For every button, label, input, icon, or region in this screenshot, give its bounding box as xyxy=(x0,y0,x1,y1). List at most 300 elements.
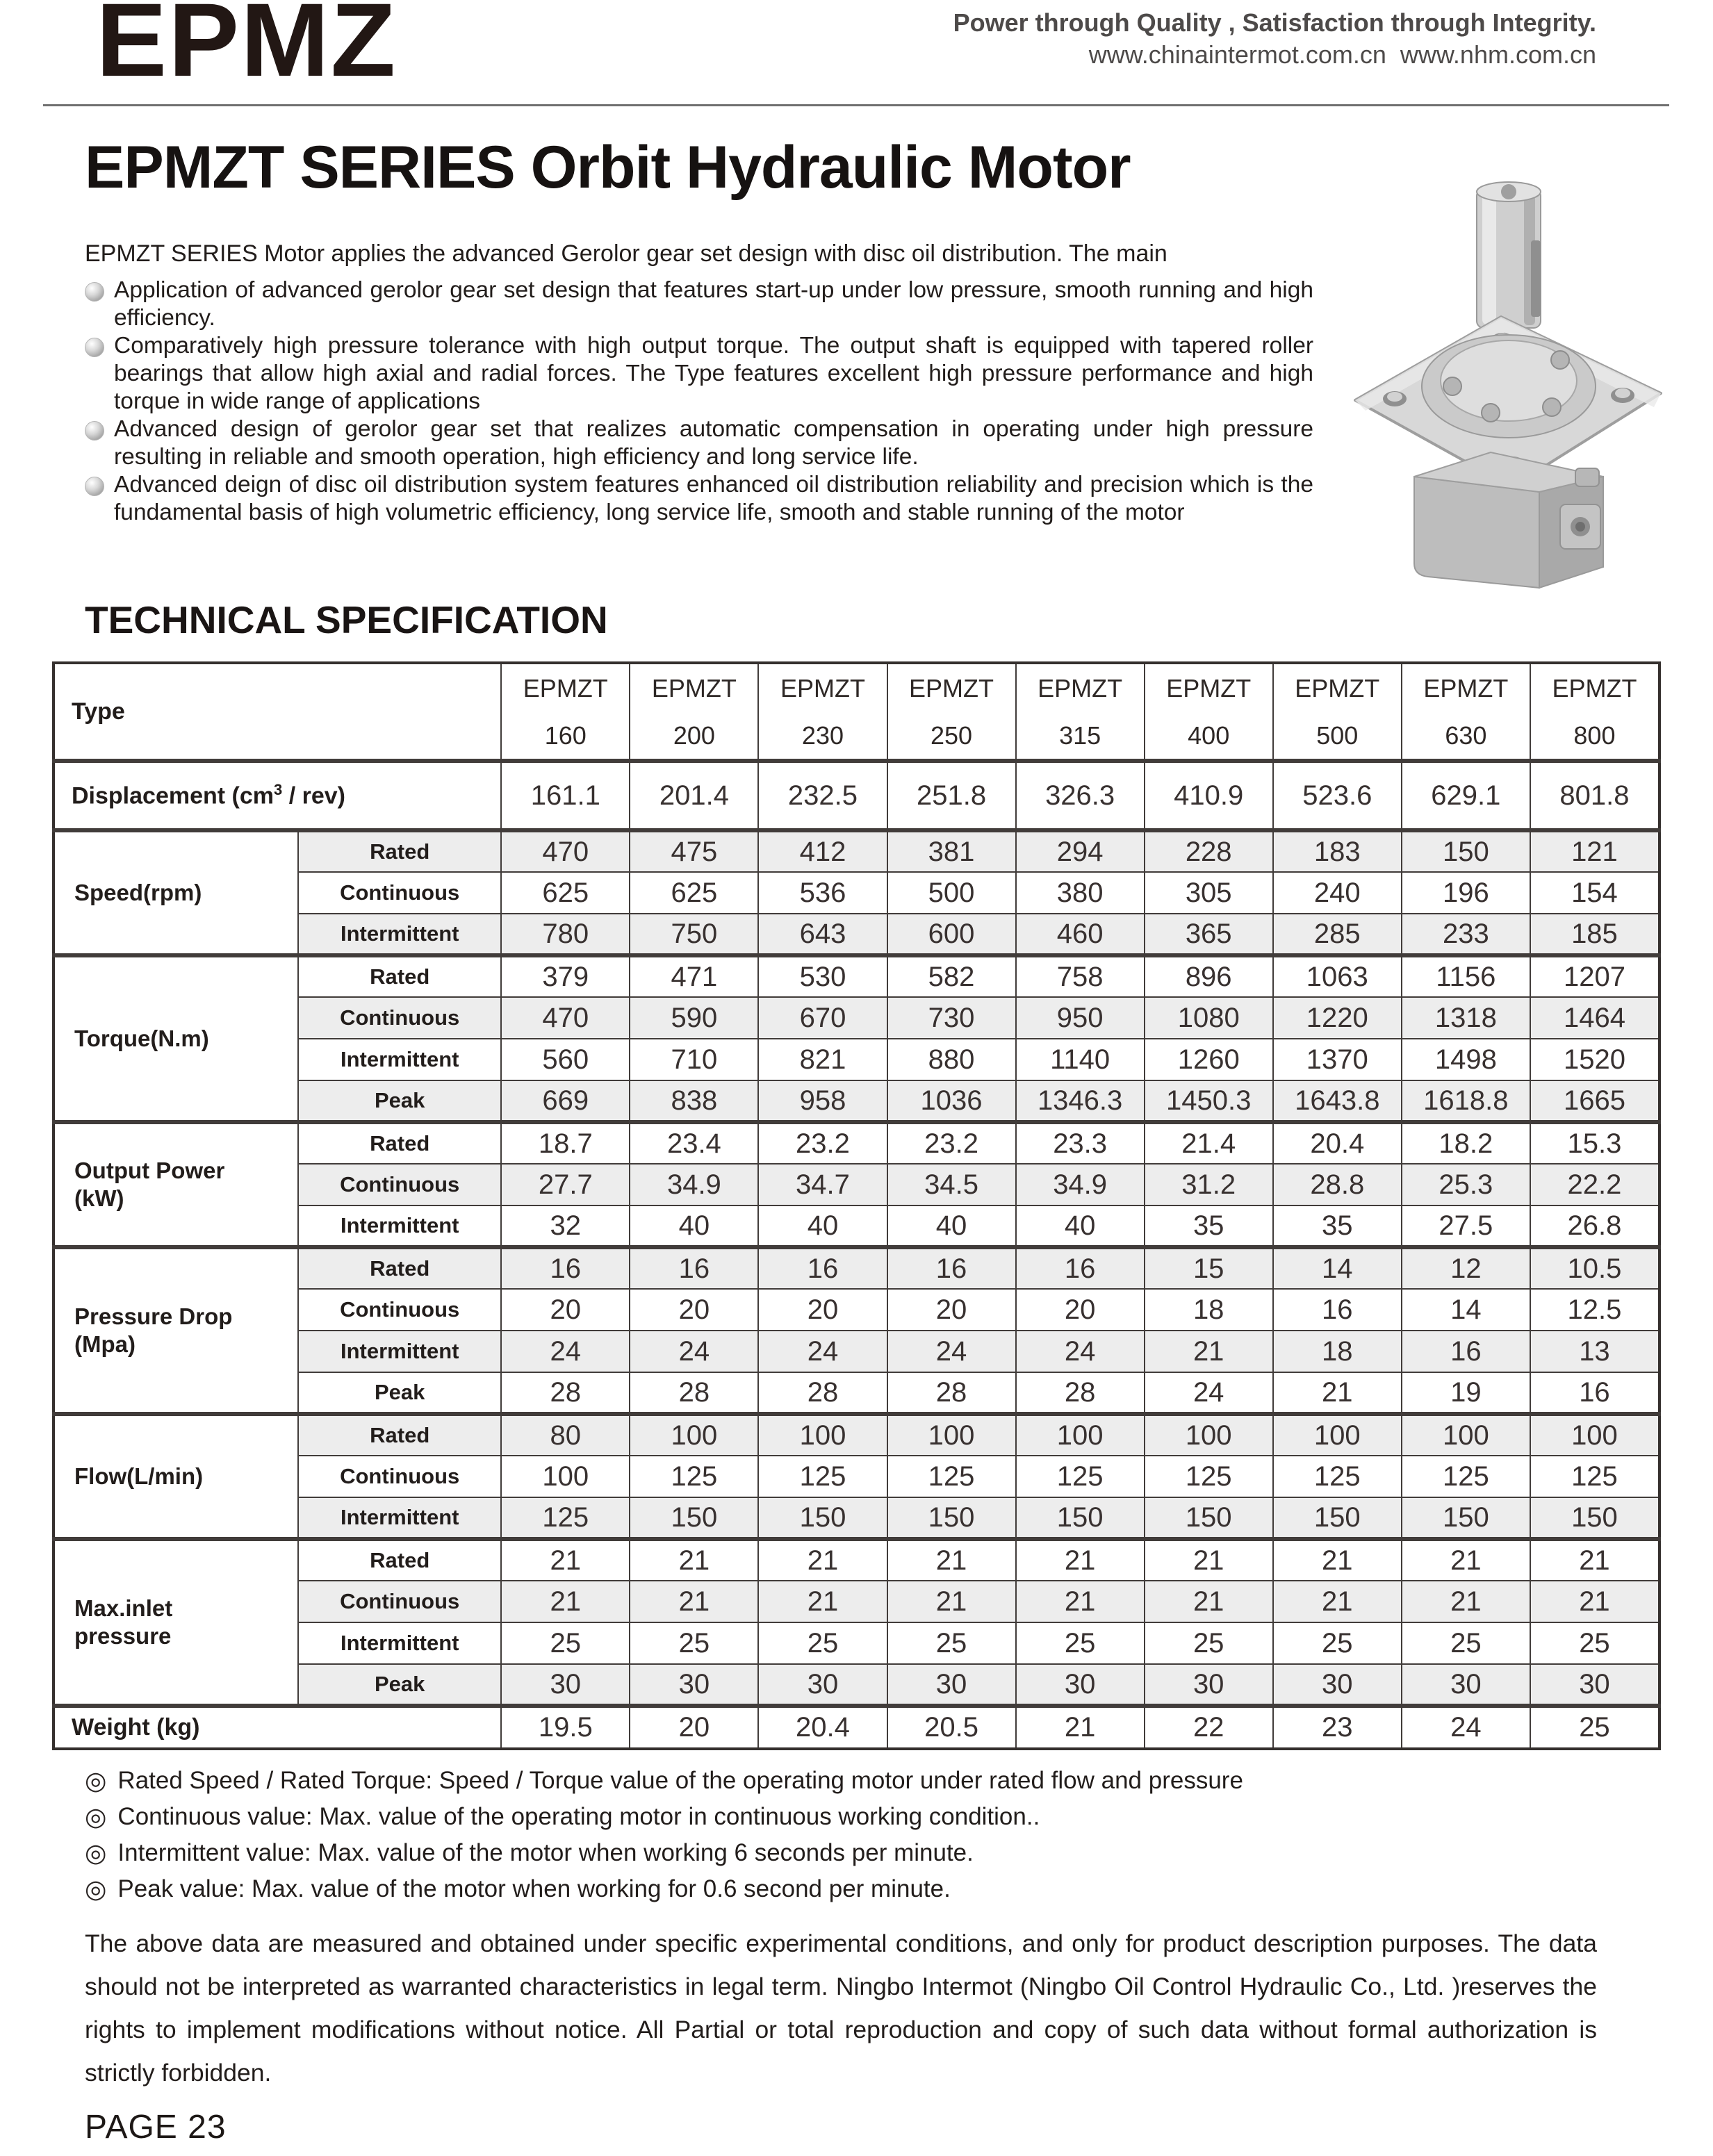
spec-value-cell: 30 xyxy=(1016,1664,1145,1706)
spec-value-cell: 21 xyxy=(758,1581,887,1622)
spec-value-cell: 1220 xyxy=(1273,997,1402,1039)
row-type-label-cell: Continuous xyxy=(298,872,501,914)
spec-value-cell: 13 xyxy=(1530,1331,1659,1372)
model-header-cell xyxy=(1402,663,1530,761)
category-label-cell xyxy=(54,1247,298,1414)
spec-value-cell: 625 xyxy=(501,872,630,914)
spec-value-cell: 780 xyxy=(501,914,630,955)
spec-value-cell: 100 xyxy=(1273,1414,1402,1456)
model-series-label: EPMZT xyxy=(1423,674,1509,702)
spec-value-cell: 12.5 xyxy=(1530,1289,1659,1331)
category-label-cell xyxy=(54,1414,298,1539)
spec-value-cell: 25 xyxy=(887,1622,1016,1664)
spec-value-cell: 500 xyxy=(887,872,1016,914)
feature-text: Comparatively high pressure tolerance with high output torque. The output shaft is equipped with tapered roller bearings that allow high axial and radial forces. The Type features excellent high pressure performance and high torque in wide range of applications xyxy=(114,333,1313,414)
spec-value-cell: 590 xyxy=(630,997,758,1039)
spec-value-cell: 582 xyxy=(887,955,1016,997)
spec-value-cell: 821 xyxy=(758,1039,887,1080)
spec-value-cell: 125 xyxy=(758,1456,887,1497)
model-series-label: EPMZT xyxy=(523,674,608,702)
spec-value-cell: 380 xyxy=(1016,872,1145,914)
spec-value-cell: 21 xyxy=(630,1539,758,1581)
row-type-label-cell: Continuous xyxy=(298,1164,501,1205)
category-label-line: (Mpa) xyxy=(74,1331,136,1357)
spec-value-cell: 183 xyxy=(1273,830,1402,872)
notes-list xyxy=(85,1765,1607,1909)
category-label-line: Pressure Drop xyxy=(74,1303,233,1329)
spec-value-cell: 750 xyxy=(630,914,758,955)
spec-value-cell: 201.4 xyxy=(630,761,758,830)
spec-value-cell: 21.4 xyxy=(1145,1122,1273,1164)
note-item xyxy=(85,1873,1607,1909)
model-header-cell xyxy=(1145,663,1273,761)
disclaimer-text: The above data are measured and obtained under specific experimental conditions, and only for product description purposes. The data should not be interpreted as warranted characteristics in legal term. Ningbo Intermot (Ningbo Oil Control Hydraulic Co., Ltd. )reserves the rights to implement modifications without notice. All Partial or total reproduction and copy of such data without formal authorization is strictly forbidden. xyxy=(85,1929,1597,2087)
row-type-label-cell: Rated xyxy=(298,1247,501,1289)
spec-value-cell: 381 xyxy=(887,830,1016,872)
page-title: EPMZT SERIES Orbit Hydraulic Motor xyxy=(85,134,1131,201)
page-number: PAGE 23 xyxy=(85,2109,227,2146)
header-divider xyxy=(43,104,1669,106)
spec-value-cell: 21 xyxy=(1273,1372,1402,1414)
spec-value-cell: 150 xyxy=(1530,1497,1659,1539)
bullet-icon xyxy=(85,477,104,496)
spec-value-cell: 30 xyxy=(1145,1664,1273,1706)
spec-value-cell: 34.9 xyxy=(630,1164,758,1205)
spec-value-cell: 22 xyxy=(1145,1706,1273,1749)
spec-value-cell: 669 xyxy=(501,1080,630,1122)
spec-value-cell: 16 xyxy=(630,1247,758,1289)
spec-value-cell: 121 xyxy=(1530,830,1659,872)
spec-value-cell: 30 xyxy=(630,1664,758,1706)
spec-value-cell: 240 xyxy=(1273,872,1402,914)
spec-value-cell: 100 xyxy=(758,1414,887,1456)
spec-value-cell: 100 xyxy=(887,1414,1016,1456)
spec-value-cell: 1643.8 xyxy=(1273,1080,1402,1122)
spec-value-cell: 1063 xyxy=(1273,955,1402,997)
spec-value-cell: 24 xyxy=(1402,1706,1530,1749)
spec-value-cell: 80 xyxy=(501,1414,630,1456)
spec-value-cell: 22.2 xyxy=(1530,1164,1659,1205)
spec-value-cell: 1318 xyxy=(1402,997,1530,1039)
spec-value-cell: 27.7 xyxy=(501,1164,630,1205)
spec-value-cell: 18 xyxy=(1273,1331,1402,1372)
category-label-line: Max.inlet xyxy=(74,1595,173,1621)
spec-value-cell: 154 xyxy=(1530,872,1659,914)
note-text: Peak value: Max. value of the motor when working for 0.6 second per minute. xyxy=(117,1875,951,1902)
note-item xyxy=(85,1765,1607,1801)
feature-item xyxy=(85,332,1313,415)
note-item xyxy=(85,1837,1607,1873)
spec-value-cell: 24 xyxy=(1145,1372,1273,1414)
spec-value-cell: 196 xyxy=(1402,872,1530,914)
spec-value-cell: 710 xyxy=(630,1039,758,1080)
feature-item xyxy=(85,415,1313,471)
spec-value-cell: 20.5 xyxy=(887,1706,1016,1749)
spec-value-cell: 1080 xyxy=(1145,997,1273,1039)
feature-text: Application of advanced gerolor gear set design that features start-up under low pressure, smooth running and high efficiency. xyxy=(114,277,1313,331)
spec-value-cell: 28 xyxy=(758,1372,887,1414)
spec-value-cell: 100 xyxy=(1402,1414,1530,1456)
displacement-row xyxy=(54,761,1659,830)
spec-value-cell: 21 xyxy=(630,1581,758,1622)
spec-value-cell: 379 xyxy=(501,955,630,997)
spec-value-cell: 16 xyxy=(758,1247,887,1289)
spec-value-cell: 21 xyxy=(1273,1539,1402,1581)
spec-value-cell: 20 xyxy=(630,1289,758,1331)
spec-table xyxy=(52,661,1661,1750)
row-type-label-cell: Continuous xyxy=(298,1289,501,1331)
category-label-line: pressure xyxy=(74,1623,172,1649)
spec-value-cell: 34.5 xyxy=(887,1164,1016,1205)
spec-value-cell: 150 xyxy=(1016,1497,1145,1539)
spec-value-cell: 30 xyxy=(501,1664,630,1706)
spec-value-cell: 32 xyxy=(501,1205,630,1247)
spec-value-cell: 1346.3 xyxy=(1016,1080,1145,1122)
spec-value-cell: 600 xyxy=(887,914,1016,955)
spec-value-cell: 23.2 xyxy=(758,1122,887,1164)
row-type-label-cell: Rated xyxy=(298,955,501,997)
spec-value-cell: 100 xyxy=(1145,1414,1273,1456)
spec-value-cell: 233 xyxy=(1402,914,1530,955)
note-text: Continuous value: Max. value of the operating motor in continuous working condition.. xyxy=(117,1803,1040,1830)
spec-value-cell: 25 xyxy=(758,1622,887,1664)
spec-value-cell: 28 xyxy=(1016,1372,1145,1414)
spec-value-cell: 21 xyxy=(1016,1581,1145,1622)
spec-value-cell: 40 xyxy=(630,1205,758,1247)
row-type-label-cell: Continuous xyxy=(298,997,501,1039)
model-series-label: EPMZT xyxy=(1552,674,1637,702)
spec-value-cell: 150 xyxy=(1402,830,1530,872)
row-type-label-cell: Rated xyxy=(298,830,501,872)
model-series-label: EPMZT xyxy=(1295,674,1380,702)
spec-value-cell: 28.8 xyxy=(1273,1164,1402,1205)
spec-value-cell: 365 xyxy=(1145,914,1273,955)
spec-value-cell: 150 xyxy=(758,1497,887,1539)
spec-value-cell: 326.3 xyxy=(1016,761,1145,830)
spec-value-cell: 1140 xyxy=(1016,1039,1145,1080)
spec-value-cell: 958 xyxy=(758,1080,887,1122)
model-size-label: 500 xyxy=(1316,721,1359,750)
spec-row xyxy=(54,955,1659,997)
spec-value-cell: 125 xyxy=(1530,1456,1659,1497)
spec-value-cell: 125 xyxy=(1273,1456,1402,1497)
spec-value-cell: 305 xyxy=(1145,872,1273,914)
spec-value-cell: 251.8 xyxy=(887,761,1016,830)
spec-value-cell: 25 xyxy=(1273,1622,1402,1664)
intro-text: EPMZT SERIES Motor applies the advanced Gerolor gear set design with disc oil distribution. The main xyxy=(85,240,1167,267)
spec-value-cell: 26.8 xyxy=(1530,1205,1659,1247)
spec-row xyxy=(54,1414,1659,1456)
spec-value-cell: 18.2 xyxy=(1402,1122,1530,1164)
note-text: Intermittent value: Max. value of the motor when working 6 seconds per minute. xyxy=(117,1839,974,1866)
spec-row xyxy=(54,1122,1659,1164)
spec-value-cell: 21 xyxy=(1273,1581,1402,1622)
weight-label-cell: Weight (kg) xyxy=(54,1706,501,1749)
spec-value-cell: 21 xyxy=(1402,1539,1530,1581)
spec-value-cell: 25 xyxy=(1530,1706,1659,1749)
brand-logo: EPMZ xyxy=(96,0,397,98)
category-label-line: Torque(N.m) xyxy=(74,1026,209,1051)
spec-value-cell: 21 xyxy=(1016,1539,1145,1581)
note-marker-icon: ◎ xyxy=(85,1802,107,1831)
spec-value-cell: 16 xyxy=(1402,1331,1530,1372)
spec-value-cell: 125 xyxy=(1145,1456,1273,1497)
spec-value-cell: 25 xyxy=(1530,1622,1659,1664)
displacement-label-cell: Displacement $(cm^3 / rev)$ xyxy=(54,761,501,830)
spec-value-cell: 670 xyxy=(758,997,887,1039)
row-type-label-cell: Peak xyxy=(298,1372,501,1414)
row-type-label-cell: Intermittent xyxy=(298,1622,501,1664)
model-series-label: EPMZT xyxy=(1166,674,1252,702)
spec-value-cell: 28 xyxy=(887,1372,1016,1414)
row-type-label-cell: Rated xyxy=(298,1539,501,1581)
spec-value-cell: 21 xyxy=(501,1539,630,1581)
spec-value-cell: 23.4 xyxy=(630,1122,758,1164)
section-title: TECHNICAL SPECIFICATION xyxy=(85,598,608,641)
spec-header-row xyxy=(54,663,1659,761)
spec-table-wrap xyxy=(52,661,1661,1750)
spec-value-cell: 21 xyxy=(1145,1539,1273,1581)
row-type-label-cell: Continuous xyxy=(298,1581,501,1622)
bullet-icon xyxy=(85,338,104,357)
spec-value-cell: 24 xyxy=(630,1331,758,1372)
spec-value-cell: 20 xyxy=(887,1289,1016,1331)
spec-value-cell: 150 xyxy=(887,1497,1016,1539)
spec-value-cell: 14 xyxy=(1402,1289,1530,1331)
spec-value-cell: 16 xyxy=(1273,1289,1402,1331)
spec-value-cell: 21 xyxy=(1145,1331,1273,1372)
spec-value-cell: 125 xyxy=(887,1456,1016,1497)
spec-value-cell: 21 xyxy=(887,1539,1016,1581)
spec-value-cell: 228 xyxy=(1145,830,1273,872)
model-header-cell xyxy=(1016,663,1145,761)
spec-value-cell: 20.4 xyxy=(1273,1122,1402,1164)
category-label-cell xyxy=(54,1122,298,1247)
spec-value-cell: 25 xyxy=(1145,1622,1273,1664)
category-label-cell xyxy=(54,1539,298,1706)
spec-value-cell: 125 xyxy=(1402,1456,1530,1497)
spec-value-cell: 412 xyxy=(758,830,887,872)
spec-value-cell: 161.1 xyxy=(501,761,630,830)
spec-value-cell: 1156 xyxy=(1402,955,1530,997)
note-item xyxy=(85,1801,1607,1837)
model-size-label: 630 xyxy=(1445,721,1487,750)
feature-item xyxy=(85,471,1313,527)
spec-value-cell: 20 xyxy=(758,1289,887,1331)
spec-value-cell: 18 xyxy=(1145,1289,1273,1331)
spec-value-cell: 23 xyxy=(1273,1706,1402,1749)
spec-value-cell: 34.7 xyxy=(758,1164,887,1205)
row-type-label-cell: Peak xyxy=(298,1080,501,1122)
spec-value-cell: 40 xyxy=(887,1205,1016,1247)
model-series-label: EPMZT xyxy=(1038,674,1123,702)
spec-value-cell: 629.1 xyxy=(1402,761,1530,830)
spec-row xyxy=(54,1247,1659,1289)
spec-value-cell: 896 xyxy=(1145,955,1273,997)
spec-value-cell: 35 xyxy=(1145,1205,1273,1247)
spec-value-cell: 20.4 xyxy=(758,1706,887,1749)
spec-value-cell: 125 xyxy=(1016,1456,1145,1497)
note-marker-icon: ◎ xyxy=(85,1838,107,1867)
spec-value-cell: 125 xyxy=(501,1497,630,1539)
spec-value-cell: 150 xyxy=(1145,1497,1273,1539)
model-header-cell xyxy=(887,663,1016,761)
spec-value-cell: 24 xyxy=(501,1331,630,1372)
spec-row xyxy=(54,830,1659,872)
feature-text: Advanced design of gerolor gear set that realizes automatic compensation in operating under high pressure resulting in reliable and smooth operation, high efficiency and long service life. xyxy=(114,416,1313,470)
spec-value-cell: 100 xyxy=(501,1456,630,1497)
spec-value-cell: 20 xyxy=(630,1706,758,1749)
model-size-label: 200 xyxy=(673,721,715,750)
header-tagline: Power through Quality , Satisfaction through Integrity. xyxy=(953,8,1596,37)
model-size-label: 400 xyxy=(1188,721,1230,750)
spec-value-cell: 24 xyxy=(758,1331,887,1372)
spec-value-cell: 21 xyxy=(1530,1581,1659,1622)
spec-value-cell: 470 xyxy=(501,997,630,1039)
row-type-label-cell: Intermittent xyxy=(298,914,501,955)
spec-value-cell: 150 xyxy=(1402,1497,1530,1539)
spec-value-cell: 625 xyxy=(630,872,758,914)
spec-value-cell: 950 xyxy=(1016,997,1145,1039)
spec-row xyxy=(54,1539,1659,1581)
spec-value-cell: 21 xyxy=(501,1581,630,1622)
spec-value-cell: 21 xyxy=(887,1581,1016,1622)
model-header-cell xyxy=(501,663,630,761)
spec-value-cell: 1498 xyxy=(1402,1039,1530,1080)
model-size-label: 315 xyxy=(1059,721,1101,750)
spec-value-cell: 1520 xyxy=(1530,1039,1659,1080)
spec-value-cell: 232.5 xyxy=(758,761,887,830)
spec-value-cell: 1260 xyxy=(1145,1039,1273,1080)
spec-value-cell: 100 xyxy=(1016,1414,1145,1456)
category-label-cell xyxy=(54,955,298,1122)
spec-value-cell: 21 xyxy=(1402,1581,1530,1622)
features-list xyxy=(85,277,1313,527)
product-image-motor xyxy=(1331,178,1682,592)
type-label-cell: Type xyxy=(54,663,501,761)
spec-value-cell: 16 xyxy=(1530,1372,1659,1414)
model-series-label: EPMZT xyxy=(780,674,865,702)
spec-value-cell: 536 xyxy=(758,872,887,914)
spec-value-cell: 15.3 xyxy=(1530,1122,1659,1164)
row-type-label-cell: Rated xyxy=(298,1122,501,1164)
category-label-line: Flow(L/min) xyxy=(74,1463,204,1489)
spec-value-cell: 758 xyxy=(1016,955,1145,997)
spec-value-cell: 16 xyxy=(501,1247,630,1289)
bullet-icon xyxy=(85,282,104,302)
spec-value-cell: 30 xyxy=(1402,1664,1530,1706)
spec-value-cell: 40 xyxy=(758,1205,887,1247)
spec-value-cell: 23.2 xyxy=(887,1122,1016,1164)
spec-value-cell: 40 xyxy=(1016,1205,1145,1247)
row-type-label-cell: Intermittent xyxy=(298,1497,501,1539)
model-header-cell xyxy=(1530,663,1659,761)
spec-value-cell: 30 xyxy=(758,1664,887,1706)
spec-value-cell: 28 xyxy=(501,1372,630,1414)
spec-value-cell: 460 xyxy=(1016,914,1145,955)
spec-value-cell: 14 xyxy=(1273,1247,1402,1289)
spec-value-cell: 125 xyxy=(630,1456,758,1497)
row-type-label-cell: Rated xyxy=(298,1414,501,1456)
spec-value-cell: 1618.8 xyxy=(1402,1080,1530,1122)
spec-value-cell: 12 xyxy=(1402,1247,1530,1289)
row-type-label-cell: Intermittent xyxy=(298,1205,501,1247)
bullet-icon xyxy=(85,421,104,441)
spec-value-cell: 880 xyxy=(887,1039,1016,1080)
model-size-label: 250 xyxy=(931,721,973,750)
spec-value-cell: 530 xyxy=(758,955,887,997)
spec-value-cell: 1450.3 xyxy=(1145,1080,1273,1122)
feature-item xyxy=(85,277,1313,332)
spec-value-cell: 1370 xyxy=(1273,1039,1402,1080)
note-marker-icon: ◎ xyxy=(85,1875,107,1903)
model-series-label: EPMZT xyxy=(651,674,737,702)
model-size-label: 800 xyxy=(1573,721,1616,750)
spec-value-cell: 21 xyxy=(1016,1706,1145,1749)
category-label-line: Speed(rpm) xyxy=(74,880,202,905)
spec-table-body xyxy=(54,663,1659,1749)
row-type-label-cell: Intermittent xyxy=(298,1039,501,1080)
spec-value-cell: 475 xyxy=(630,830,758,872)
spec-value-cell: 185 xyxy=(1530,914,1659,955)
spec-value-cell: 31.2 xyxy=(1145,1164,1273,1205)
spec-value-cell: 20 xyxy=(1016,1289,1145,1331)
spec-value-cell: 1207 xyxy=(1530,955,1659,997)
spec-value-cell: 21 xyxy=(758,1539,887,1581)
spec-value-cell: 19.5 xyxy=(501,1706,630,1749)
spec-value-cell: 24 xyxy=(1016,1331,1145,1372)
spec-value-cell: 25.3 xyxy=(1402,1164,1530,1205)
note-marker-icon: ◎ xyxy=(85,1766,107,1795)
row-type-label-cell: Continuous xyxy=(298,1456,501,1497)
header-websites: www.chinaintermot.com.cn www.nhm.com.cn xyxy=(1088,40,1596,69)
row-type-label-cell: Intermittent xyxy=(298,1331,501,1372)
spec-value-cell: 1665 xyxy=(1530,1080,1659,1122)
spec-value-cell: 560 xyxy=(501,1039,630,1080)
note-text: Rated Speed / Rated Torque: Speed / Torque value of the operating motor under rated flow and pressure xyxy=(117,1767,1243,1794)
spec-value-cell: 18.7 xyxy=(501,1122,630,1164)
spec-value-cell: 19 xyxy=(1402,1372,1530,1414)
spec-value-cell: 643 xyxy=(758,914,887,955)
spec-value-cell: 25 xyxy=(1402,1622,1530,1664)
category-label-line: (kW) xyxy=(74,1185,124,1211)
spec-value-cell: 21 xyxy=(1145,1581,1273,1622)
model-header-cell xyxy=(758,663,887,761)
spec-value-cell: 28 xyxy=(630,1372,758,1414)
spec-value-cell: 25 xyxy=(1016,1622,1145,1664)
spec-value-cell: 16 xyxy=(1016,1247,1145,1289)
spec-value-cell: 10.5 xyxy=(1530,1247,1659,1289)
spec-value-cell: 20 xyxy=(501,1289,630,1331)
spec-value-cell: 25 xyxy=(630,1622,758,1664)
model-series-label: EPMZT xyxy=(909,674,994,702)
spec-value-cell: 16 xyxy=(887,1247,1016,1289)
spec-value-cell: 100 xyxy=(630,1414,758,1456)
spec-value-cell: 838 xyxy=(630,1080,758,1122)
category-label-cell xyxy=(54,830,298,955)
spec-value-cell: 294 xyxy=(1016,830,1145,872)
spec-value-cell: 25 xyxy=(501,1622,630,1664)
spec-value-cell: 30 xyxy=(1530,1664,1659,1706)
spec-value-cell: 35 xyxy=(1273,1205,1402,1247)
feature-text: Advanced deign of disc oil distribution system features enhanced oil distribution reliability and precision which is the fundamental basis of high volumetric efficiency, long service life, smooth and stable running of the motor xyxy=(114,472,1313,525)
spec-value-cell: 150 xyxy=(1273,1497,1402,1539)
model-size-label: 230 xyxy=(801,721,844,750)
model-header-cell xyxy=(630,663,758,761)
spec-value-cell: 470 xyxy=(501,830,630,872)
spec-value-cell: 21 xyxy=(1530,1539,1659,1581)
spec-value-cell: 100 xyxy=(1530,1414,1659,1456)
